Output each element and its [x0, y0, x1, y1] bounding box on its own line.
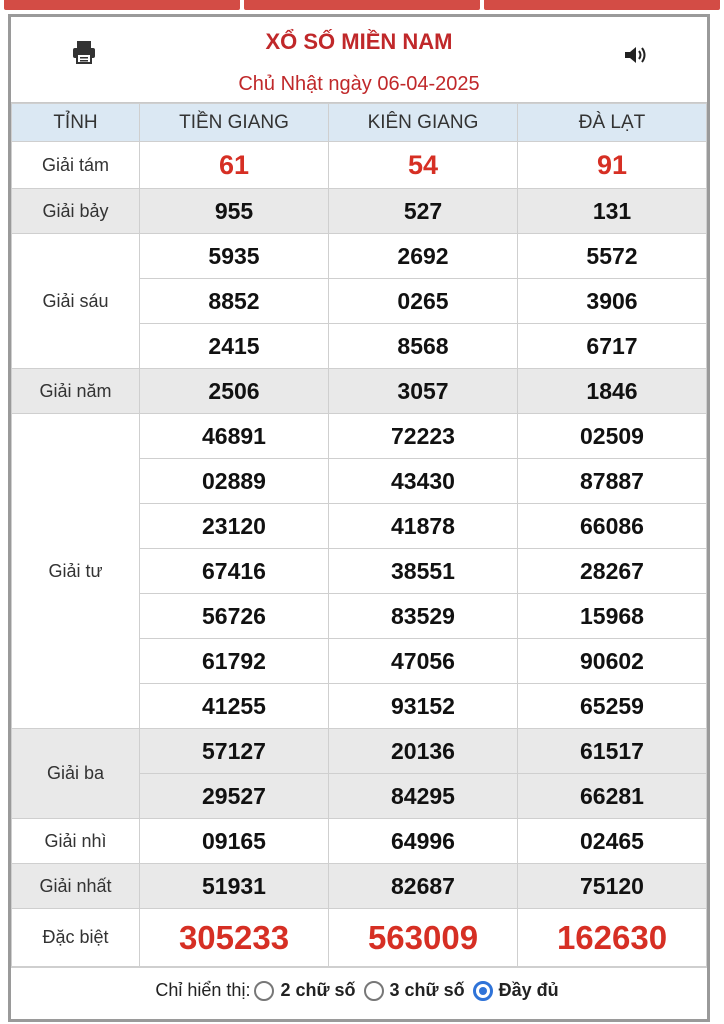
prize-row-g6 [12, 234, 707, 279]
prize-label: Giải năm [12, 369, 140, 414]
special-prize-number: 162630 [518, 909, 707, 967]
prize-number: 64996 [329, 819, 518, 864]
prize-number: 51931 [140, 864, 329, 909]
prize-label: Giải nhất [12, 864, 140, 909]
prize-number: 29527 [140, 774, 329, 819]
prize-number: 61792 [140, 639, 329, 684]
prize-number: 66086 [518, 504, 707, 549]
prize-number: 43430 [329, 459, 518, 504]
prize-row-g7 [12, 189, 707, 234]
prize-number: 0265 [329, 279, 518, 324]
results-header [11, 17, 707, 103]
prize-label: Giải nhì [12, 819, 140, 864]
prize-number: 38551 [329, 549, 518, 594]
prize-number: 75120 [518, 864, 707, 909]
prize-number: 20136 [329, 729, 518, 774]
prize-number: 2692 [329, 234, 518, 279]
prize-row-g5 [12, 369, 707, 414]
prize-label: Giải tám [12, 142, 140, 189]
top-tab-strip [0, 0, 724, 14]
prize-number: 5572 [518, 234, 707, 279]
prize-number: 61517 [518, 729, 707, 774]
prize-number: 82687 [329, 864, 518, 909]
column-header-province: TỈNH [12, 104, 140, 142]
page-title: XỔ SỐ MIỀN NAM [265, 29, 453, 54]
option-label: 2 chữ số [280, 980, 356, 1000]
table-header-row [12, 104, 707, 142]
prize-number: 91 [518, 142, 707, 189]
prize-row-g4 [12, 414, 707, 459]
prize-number: 28267 [518, 549, 707, 594]
display-options-label: Chỉ hiển thị: [155, 980, 251, 1000]
prize-number: 84295 [329, 774, 518, 819]
prize-number: 54 [329, 142, 518, 189]
option-label: 3 chữ số [389, 980, 465, 1000]
prize-number: 02889 [140, 459, 329, 504]
prize-number: 61 [140, 142, 329, 189]
prize-row-g2 [12, 819, 707, 864]
draw-date: Chủ Nhật ngày 06-04-2025 [238, 73, 480, 95]
prize-row-special [12, 909, 707, 967]
prize-number: 93152 [329, 684, 518, 729]
column-header-kien-giang: KIÊN GIANG [329, 104, 518, 142]
prize-number: 09165 [140, 819, 329, 864]
option-full[interactable] [473, 980, 563, 1001]
prize-row-g1 [12, 864, 707, 909]
prize-number: 23120 [140, 504, 329, 549]
results-panel [8, 14, 710, 1022]
top-tab[interactable] [4, 0, 240, 10]
radio-3-digits[interactable] [364, 981, 384, 1001]
prize-row-g3 [12, 729, 707, 774]
prize-number: 57127 [140, 729, 329, 774]
prize-number: 2506 [140, 369, 329, 414]
prize-number: 67416 [140, 549, 329, 594]
column-header-tien-giang: TIỀN GIANG [140, 104, 329, 142]
prize-number: 41255 [140, 684, 329, 729]
prize-number: 1846 [518, 369, 707, 414]
prize-number: 527 [329, 189, 518, 234]
prize-label: Đặc biệt [12, 909, 140, 967]
prize-number: 8568 [329, 324, 518, 369]
prize-number: 15968 [518, 594, 707, 639]
prize-number: 65259 [518, 684, 707, 729]
prize-number: 3906 [518, 279, 707, 324]
option-3-digits[interactable] [364, 980, 469, 1001]
prize-number: 56726 [140, 594, 329, 639]
prize-number: 955 [140, 189, 329, 234]
prize-number: 2415 [140, 324, 329, 369]
prize-number: 47056 [329, 639, 518, 684]
results-table [11, 103, 707, 967]
option-label: Đầy đủ [498, 980, 559, 1000]
radio-2-digits[interactable] [254, 981, 274, 1001]
display-options [11, 967, 707, 1013]
prize-number: 46891 [140, 414, 329, 459]
prize-row-g8 [12, 142, 707, 189]
prize-label: Giải bảy [12, 189, 140, 234]
special-prize-number: 563009 [329, 909, 518, 967]
option-2-digits[interactable] [254, 980, 359, 1001]
prize-number: 02509 [518, 414, 707, 459]
prize-number: 72223 [329, 414, 518, 459]
top-tab[interactable] [244, 0, 480, 10]
prize-number: 41878 [329, 504, 518, 549]
prize-number: 131 [518, 189, 707, 234]
prize-number: 90602 [518, 639, 707, 684]
prize-number: 3057 [329, 369, 518, 414]
prize-number: 87887 [518, 459, 707, 504]
speaker-icon[interactable] [624, 45, 648, 65]
prize-number: 6717 [518, 324, 707, 369]
radio-full[interactable] [473, 981, 493, 1001]
column-header-da-lat: ĐÀ LẠT [518, 104, 707, 142]
prize-number: 66281 [518, 774, 707, 819]
prize-label: Giải ba [12, 729, 140, 819]
prize-label: Giải tư [12, 414, 140, 729]
top-tab[interactable] [484, 0, 720, 10]
prize-number: 5935 [140, 234, 329, 279]
prize-label: Giải sáu [12, 234, 140, 369]
prize-number: 8852 [140, 279, 329, 324]
prize-number: 02465 [518, 819, 707, 864]
special-prize-number: 305233 [140, 909, 329, 967]
prize-number: 83529 [329, 594, 518, 639]
